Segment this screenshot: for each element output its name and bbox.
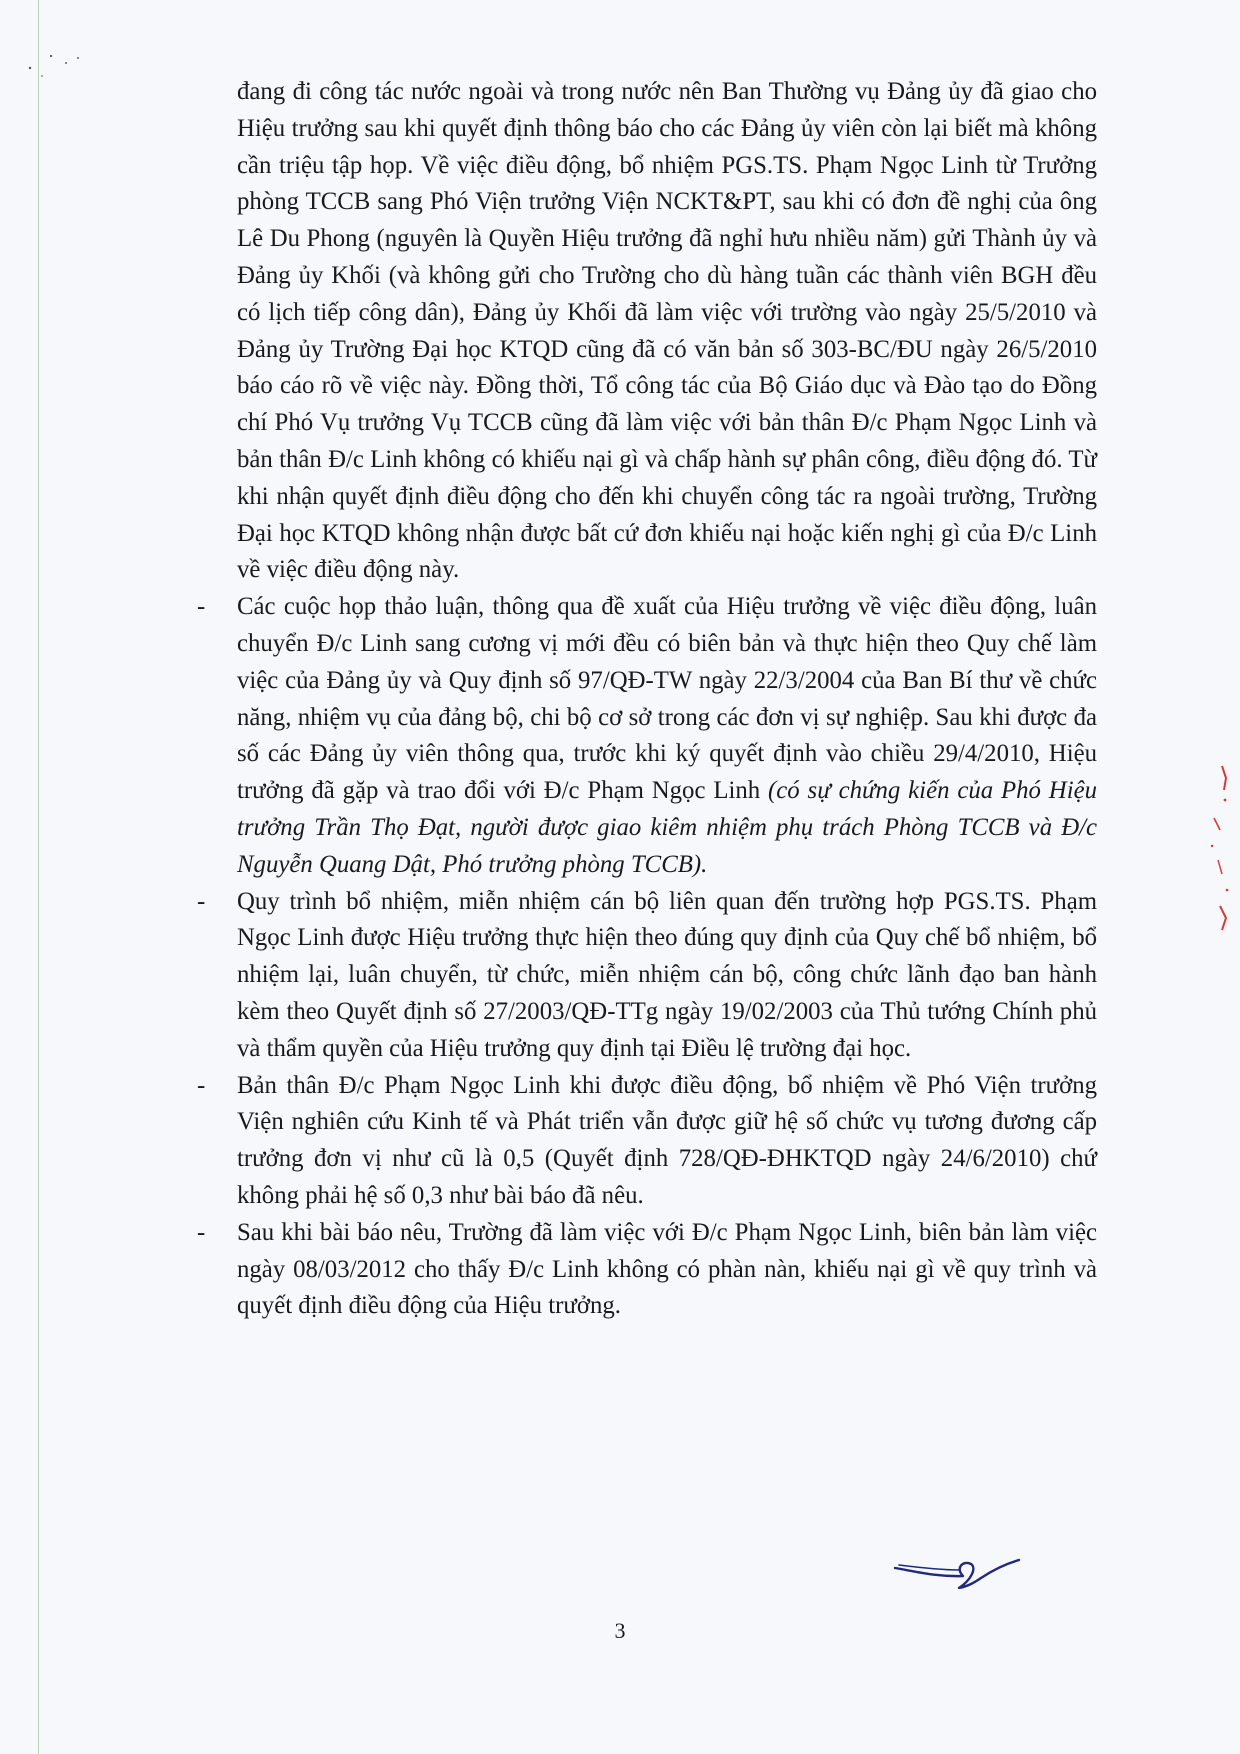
list-item-text-regular: Các cuộc họp thảo luận, thông qua đề xuất của Hiệu trưởng về việc điều động, luân chuyển Đ/c Linh sang cương vị mới đều có biên bản và thực hiện theo Quy chế làm việc của Đảng ủy và Quy định số 97/QĐ-TW ngày 22/3/2004 của Ban Bí thư về chức năng, nhiệm vụ của đảng bộ, chi bộ cơ sở trong các đơn vị sự nghiệp. Sau khi được đa số các Đảng ủy viên thông qua, trước khi ký quyết định vào chiều 29/4/2010, Hiệu trưởng đã gặp và trao đổi với Đ/c Phạm Ngọc Linh bbox=[237, 593, 1097, 805]
scan-edge-line bbox=[38, 0, 39, 1754]
list-item-text: Sau khi bài báo nêu, Trường đã làm việc với Đ/c Phạm Ngọc Linh, biên bản làm việc ngày 08/03/2012 cho thấy Đ/c Linh không có phàn nàn, khiếu nại gì về quy trình và quyết định điều động của Hiệu trưởng. bbox=[237, 1218, 1097, 1320]
page-number: 3 bbox=[614, 1618, 626, 1643]
initial-signature bbox=[893, 1550, 1023, 1600]
bullet-dash: - bbox=[197, 593, 206, 621]
intro-paragraph: đang đi công tác nước ngoài và trong nước nên Ban Thường vụ Đảng ủy đã giao cho Hiệu trưởng sau khi quyết định thông báo cho các Đảng ủy viên còn lại biết mà không cần triệu tập họp. Về việc điều động, bổ nhiệm PGS.TS. Phạm Ngọc Linh từ Trưởng phòng TCCB sang Phó Viện trưởng Viện NCKT&PT, sau khi có đơn đề nghị của ông Lê Du Phong (nguyên là Quyền Hiệu trưởng đã nghỉ hưu nhiều năm) gửi Thành ủy và Đảng ủy Khối (và không gửi cho Trường cho dù hàng tuần các thành viên BGH đều có lịch tiếp công dân), Đảng ủy Khối đã làm việc với trường vào ngày 25/5/2010 và Đảng ủy Trường Đại học KTQD cũng đã có văn bản số 303-BC/ĐU ngày 26/5/2010 báo cáo rõ về việc này. Đồng thời, Tổ công tác của Bộ Giáo dục và Đào tạo do Đồng chí Phó Vụ trưởng Vụ TCCB cũng đã làm việc với bản thân Đ/c Phạm Ngọc Linh và bản thân Đ/c Linh không có khiếu nại gì và chấp hành sự phân công, điều động đó. Từ khi nhận quyết định điều động cho đến khi chuyển công tác ra ngoài trường, Trường Đại học KTQD không nhận được bất cứ đơn khiếu nại hoặc kiến nghị gì của Đ/c Linh về việc điều động này. bbox=[237, 78, 1097, 584]
list-item bbox=[197, 884, 1097, 1068]
list-item bbox=[197, 589, 1097, 883]
list-item-text: Quy trình bổ nhiệm, miễn nhiệm cán bộ liên quan đến trường hợp PGS.TS. Phạm Ngọc Linh được Hiệu trưởng thực hiện theo đúng quy định của Quy chế bổ nhiệm, bổ nhiệm lại, luân chuyển, từ chức, miễn nhiệm cán bộ, công chức lãnh đạo ban hành kèm theo Quyết định số 27/2003/QĐ-TTg ngày 19/02/2003 của Thủ tướng Chính phủ và thẩm quyền của Hiệu trưởng quy định tại Điều lệ trường đại học. bbox=[237, 887, 1097, 1062]
red-stamp-edge bbox=[1200, 760, 1234, 940]
bullet-dash: - bbox=[197, 887, 206, 915]
list-item bbox=[197, 1215, 1097, 1325]
list-item-text-italic: (có sự chứng kiến của Phó Hiệu trưởng Trần Thọ Đạt, người được giao kiêm nhiệm phụ trách Phòng TCCB và Đ/c Nguyễn Quang Dật, Phó trưởng phòng TCCB). bbox=[237, 777, 1097, 878]
list-item bbox=[197, 1068, 1097, 1215]
bullet-dash: - bbox=[197, 1218, 206, 1246]
document-body bbox=[197, 74, 1097, 1325]
bullet-dash: - bbox=[197, 1071, 206, 1099]
list-item-text bbox=[237, 589, 1097, 883]
list-item-text: Bản thân Đ/c Phạm Ngọc Linh khi được điều động, bổ nhiệm về Phó Viện trưởng Viện nghiên cứu Kinh tế và Phát triển vẫn được giữ hệ số chức vụ tương đương cấp trưởng đơn vị như cũ là 0,5 (Quyết định 728/QĐ-ĐHKTQD ngày 24/6/2010) chứ không phải hệ số 0,3 như bài báo đã nêu. bbox=[237, 1071, 1097, 1209]
scan-speckles bbox=[8, 50, 98, 90]
